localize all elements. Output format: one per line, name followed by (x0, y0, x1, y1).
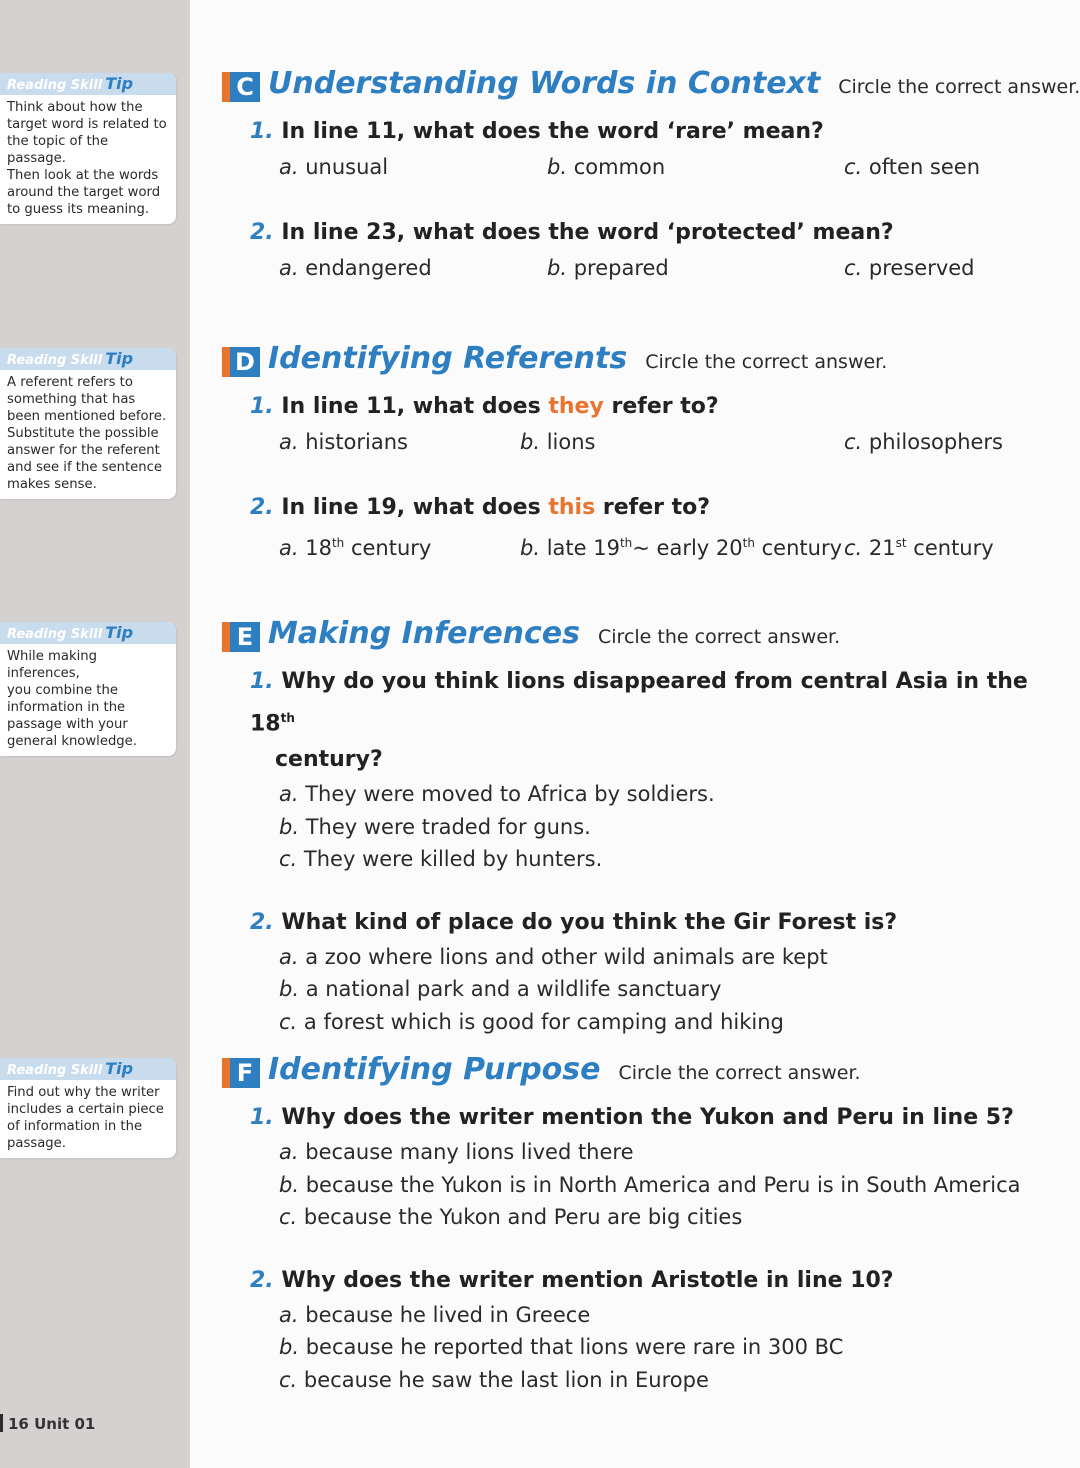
highlighted-referent: they (548, 394, 604, 419)
section-header (222, 616, 1040, 656)
tip-text: A referent refers to something that has been mentioned before. Substitute the possible answer for the referent and see if the sentence makes sense. (7, 375, 167, 492)
reading-skill-tip-d (0, 348, 176, 499)
sidebar (0, 0, 190, 1468)
footer-bar (0, 1414, 3, 1432)
section-letter-badge: C (222, 72, 262, 102)
option-c[interactable]: c. preserved (844, 256, 975, 280)
option-b[interactable]: b. because he reported that lions were rare in 300 BC (279, 1335, 844, 1359)
option-b[interactable]: b. late 19th~ early 20th century (520, 536, 843, 560)
option-c[interactable]: c. 21st century (844, 536, 994, 560)
tip-header (0, 73, 176, 95)
section-title: Identifying Referents Circle the correct answer. (268, 341, 888, 376)
option-c[interactable]: c. often seen (844, 155, 981, 179)
question-text: 1. Why do you think lions disappeared from central Asia in the 18th century? (250, 669, 1028, 773)
option-a[interactable]: a. They were moved to Africa by soldiers. (279, 782, 715, 807)
page-footer (0, 1414, 95, 1433)
option-b[interactable]: b. They were traded for guns. (279, 814, 591, 839)
section-title: Identifying Purpose Circle the correct answer. (268, 1052, 861, 1087)
option-a[interactable]: a. a zoo where lions and other wild animals are kept (279, 944, 828, 969)
tip-word: Tip (105, 74, 134, 93)
reading-skill-tip-e (0, 622, 176, 756)
tip-text: While making inferences, you combine the information in the passage with your general knowledge. (7, 649, 137, 749)
option-a[interactable]: a. unusual (279, 155, 389, 179)
question-c2: 2. In line 23, what does the word ‘protected’ mean? a. endangered b. prepared c. preserved (222, 215, 1040, 287)
reading-skill-tip-c (0, 73, 176, 224)
option-a[interactable]: a. endangered (279, 256, 432, 280)
question-d1 (222, 389, 1040, 461)
section-title: Making Inferences Circle the correct answer. (268, 616, 841, 651)
option-b[interactable]: b. because the Yukon is in North America and Peru is in South America (279, 1172, 1021, 1197)
highlighted-referent: this (548, 495, 596, 520)
tip-word: Tip (105, 1059, 134, 1078)
question-c1: 1. In line 11, what does the word ‘rare’ mean? a. unusual b. common c. often seen (222, 114, 1040, 186)
section-letter-badge: E (222, 622, 262, 652)
question-f2: 2. Why does the writer mention Aristotle in line 10? a. because he lived in Greece b. because he reported that lions were rare in 300 BC c. because he saw the last lion in Europe (222, 1263, 1040, 1397)
section-letter-badge: F (222, 1058, 262, 1088)
tip-label: Reading Skill (7, 353, 103, 368)
question-d2 (222, 490, 1040, 562)
section-e (222, 616, 1040, 1038)
question-text: 1. In line 11, what does they refer to? (250, 394, 719, 419)
section-f (222, 1052, 1040, 1396)
page-number: 16 Unit 01 (8, 1415, 96, 1433)
tip-text: Think about how the target word is related to the topic of the passage. Then look at the words around the target word to guess its meaning. (7, 100, 167, 217)
section-title: Understanding Words in Context Circle the correct answer. (268, 66, 1080, 101)
section-instruction: Circle the correct answer. (598, 626, 841, 648)
section-header (222, 1052, 1040, 1092)
option-c[interactable]: c. They were killed by hunters. (279, 847, 603, 872)
tip-word: Tip (105, 623, 134, 642)
option-a[interactable]: a. historians (279, 430, 408, 454)
option-c[interactable]: c. a forest which is good for camping and hiking (279, 1009, 784, 1034)
option-b[interactable]: b. prepared (547, 256, 669, 280)
section-header (222, 66, 1080, 106)
option-a[interactable]: a. because many lions lived there (279, 1140, 634, 1164)
section-letter-badge: D (222, 347, 262, 377)
question-e2: 2. What kind of place do you think the Gir Forest is? a. a zoo where lions and other wild animals are kept b. a national park and a wildlife sanctuary c. a forest which is good for camping and hiking (222, 905, 1040, 1039)
question-text: Why does the writer mention Aristotle in line 10? (281, 1267, 894, 1293)
reading-skill-tip-f (0, 1058, 176, 1158)
section-instruction: Circle the correct answer. (645, 351, 888, 373)
tip-label: Reading Skill (7, 78, 103, 93)
question-text: In line 23, what does the word ‘protected’ mean? (281, 220, 894, 245)
tip-label: Reading Skill (7, 1063, 103, 1078)
question-text: What kind of place do you think the Gir Forest is? (281, 909, 898, 935)
option-a[interactable]: a. because he lived in Greece (279, 1302, 591, 1327)
option-c[interactable]: c. because the Yukon and Peru are big cities (279, 1205, 743, 1229)
section-instruction: Circle the correct answer. (618, 1062, 861, 1084)
tip-text: Find out why the writer includes a certain piece of information in the passage. (7, 1085, 164, 1151)
option-b[interactable]: b. a national park and a wildlife sanctuary (279, 977, 722, 1002)
option-a[interactable]: a. 18th century (279, 536, 432, 560)
option-b[interactable]: b. common (547, 155, 666, 179)
section-instruction: Circle the correct answer. (838, 76, 1080, 98)
section-c (222, 66, 1080, 287)
tip-label: Reading Skill (7, 627, 103, 642)
tip-header (0, 1058, 176, 1080)
question-e1 (222, 664, 1040, 876)
question-f1: 1. Why does the writer mention the Yukon and Peru in line 5? a. because many lions lived there b. because the Yukon is in North America and Peru is in South America c. because the Yukon and Peru are big cities (222, 1100, 1040, 1234)
question-text: In line 11, what does the word ‘rare’ mean? (281, 119, 824, 144)
section-header (222, 341, 1040, 381)
question-text: 2. In line 19, what does this refer to? (250, 495, 711, 520)
tip-header (0, 348, 176, 370)
question-text: Why does the writer mention the Yukon and Peru in line 5? (281, 1105, 1014, 1130)
option-c[interactable]: c. philosophers (844, 430, 1004, 454)
option-c[interactable]: c. because he saw the last lion in Europe (279, 1367, 709, 1392)
tip-word: Tip (105, 349, 134, 368)
section-d (222, 341, 1040, 562)
option-b[interactable]: b. lions (520, 430, 596, 454)
tip-header (0, 622, 176, 644)
